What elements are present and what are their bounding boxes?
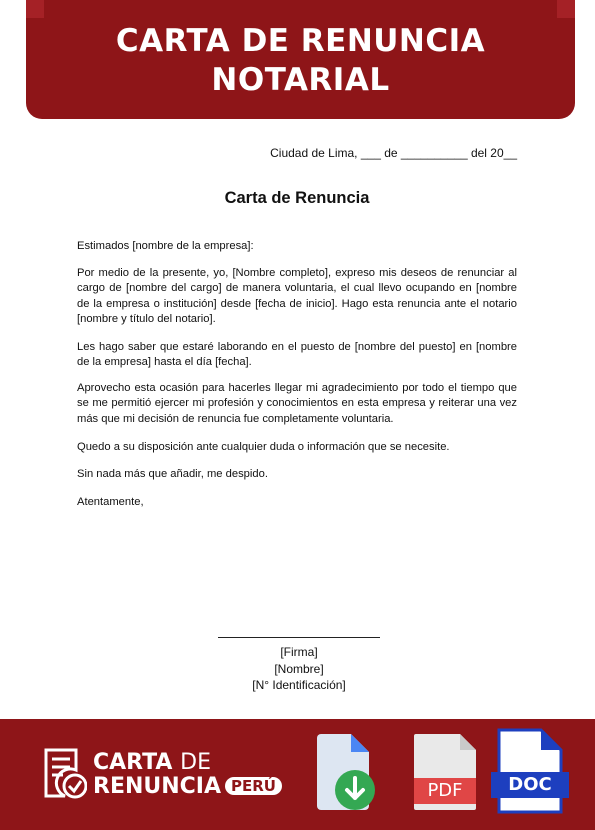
signature-nombre: [Nombre] — [274, 661, 324, 676]
page-title — [26, 22, 575, 100]
logo-word-renuncia: RENUNCIA — [93, 774, 222, 799]
logo-word-de: DE — [180, 750, 211, 775]
google-docs-download-icon[interactable] — [317, 732, 377, 812]
peru-badge: PERÚ — [225, 777, 282, 795]
doc-file-shape — [489, 728, 571, 814]
page-title-line2: NOTARIAL — [211, 62, 390, 98]
page-title-line1: CARTA DE RENUNCIA — [115, 23, 486, 59]
logo-word-carta: CARTA — [93, 750, 173, 775]
city-date-line: Ciudad de Lima, ___ de __________ del 20__ — [270, 146, 517, 160]
signature-block — [218, 637, 380, 694]
header-banner — [26, 0, 575, 119]
signature-line — [218, 637, 380, 638]
letter-paragraph: Sin nada más que añadir, me despido. — [77, 468, 268, 480]
letter-salutation: Estimados [nombre de la empresa]: — [77, 240, 254, 252]
pdf-label: PDF — [427, 780, 463, 801]
doc-file-icon[interactable] — [489, 728, 571, 814]
brand-logo-text — [93, 751, 282, 799]
header-corner-right — [557, 0, 575, 18]
letter-paragraph: Aprovecho esta ocasión para hacerles llegar mi agradecimiento por todo el tiempo que se me permitió ejercer mi profesión y conocimientos en esta empresa y reiterar una vez más que mi decisión de renuncia fue completamente voluntaria. — [77, 382, 517, 425]
pdf-file-icon[interactable] — [412, 732, 478, 812]
doc-label: DOC — [508, 774, 552, 795]
header-corner-left — [26, 0, 44, 18]
document-check-icon — [43, 748, 87, 800]
letter-paragraph: Les hago saber que estaré laborando en el puesto de [nombre del puesto] en [nombre de la empresa] hasta el día [fecha]. — [77, 341, 517, 369]
letter-title: Carta de Renuncia — [224, 189, 370, 207]
signature-identificacion: [N° Identificación] — [252, 678, 346, 692]
letter-closing: Atentamente, — [77, 496, 144, 508]
signature-firma: [Firma] — [280, 645, 318, 659]
letter-paragraph: Por medio de la presente, yo, [Nombre completo], expreso mis deseos de renunciar al cargo de [nombre del cargo] de manera voluntaria, el cual llevo ocupando en [nombre de la empresa o institución] desde [fecha de inicio]. Hago esta renuncia ante el notario [nombre y título del notario]. — [77, 267, 517, 325]
letter-paragraph: Quedo a su disposición ante cualquier duda o información que se necesite. — [77, 441, 450, 453]
